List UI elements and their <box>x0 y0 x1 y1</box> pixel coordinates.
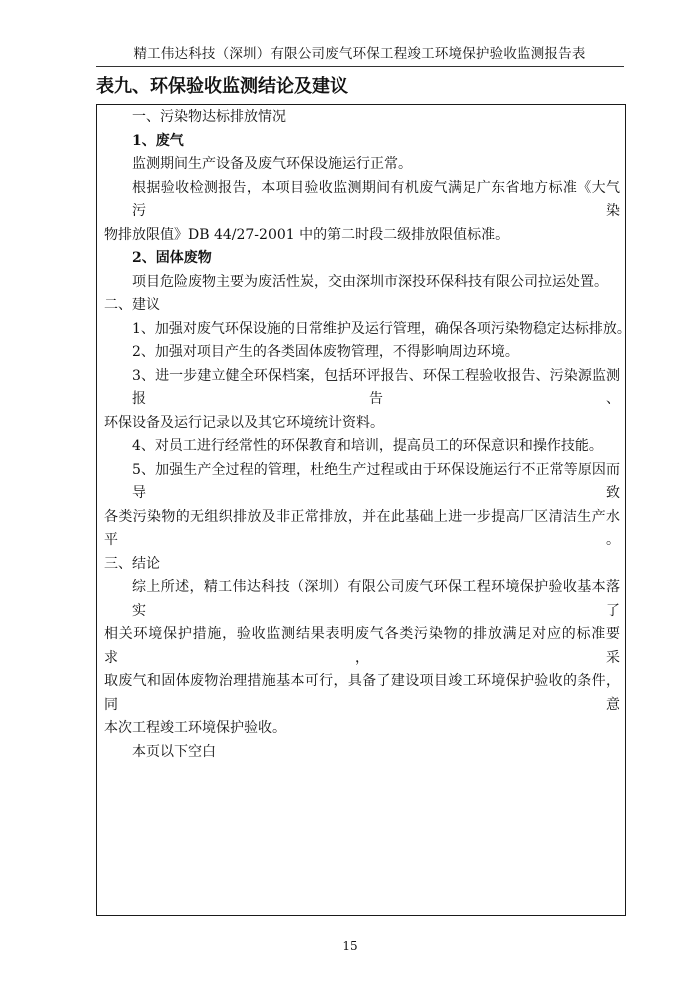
section-title-suggestions: 二、建议 <box>104 297 160 313</box>
paragraph-monitoring-result-line-1: 根据验收检测报告，本项目验收监测期间有机废气满足广东省地方标准《大气污染 <box>132 179 620 219</box>
suggestion-item-3-line-1: 3、进一步建立健全环保档案，包括环评报告、环保工程验收报告、污染源监测报告、 <box>132 367 620 407</box>
suggestion-item-2: 2、加强对项目产生的各类固体废物管理，不得影响周边环境。 <box>132 344 519 360</box>
suggestion-item-5-line-1: 5、加强生产全过程的管理，杜绝生产过程或由于环保设施运行不正常等原因而导致 <box>132 461 620 501</box>
conclusion-line-3: 取废气和固体废物治理措施基本可行，具备了建设项目竣工环境保护验收的条件，同意 <box>104 673 620 713</box>
paragraph-monitoring-result-line-2: 物排放限值》DB 44/27-2001 中的第二时段二级排放限值标准。 <box>104 226 510 243</box>
section-heading: 表九、环保验收监测结论及建议 <box>96 76 348 97</box>
suggestion-item-1: 1、加强对废气环保设施的日常维护及运行管理，确保各项污染物稳定达标排放。 <box>132 320 631 337</box>
header-rule <box>96 66 624 67</box>
conclusion-line-1: 综上所述，精工伟达科技（深圳）有限公司废气环保工程环境保护验收基本落实了 <box>132 579 620 619</box>
conclusion-line-4: 本次工程竣工环境保护验收。 <box>104 720 286 736</box>
suggestion-item-4: 4、对员工进行经常性的环保教育和培训，提高员工的环保意识和操作技能。 <box>132 438 603 454</box>
section-title-conclusion: 三、结论 <box>104 555 160 572</box>
suggestion-item-3-line-2: 环保设备及运行记录以及其它环境统计资料。 <box>104 414 384 431</box>
subsection-title-waste-gas: 1、废气 <box>132 132 184 149</box>
subsection-title-solid-waste: 2、固体废物 <box>132 250 212 266</box>
conclusion-line-2: 相关环境保护措施，验收监测结果表明废气各类污染物的排放满足对应的标准要求，采 <box>104 626 620 666</box>
paragraph-solid-waste: 项目危险废物主要为废活性炭，交由深圳市深投环保科技有限公司拉运处置。 <box>132 273 608 290</box>
content-body <box>104 106 631 764</box>
paragraph-operation-status: 监测期间生产设备及废气环保设施运行正常。 <box>132 156 412 172</box>
suggestion-item-5-line-2: 各类污染物的无组织排放及非正常排放，并在此基础上进一步提高厂区清洁生产水平。 <box>104 508 620 548</box>
page-number: 15 <box>342 939 358 953</box>
blank-page-note: 本页以下空白 <box>132 743 216 760</box>
running-header: 精工伟达科技（深圳）有限公司废气环保工程竣工环境保护验收监测报告表 <box>133 46 586 62</box>
section-title-emission: 一、污染物达标排放情况 <box>132 109 286 125</box>
